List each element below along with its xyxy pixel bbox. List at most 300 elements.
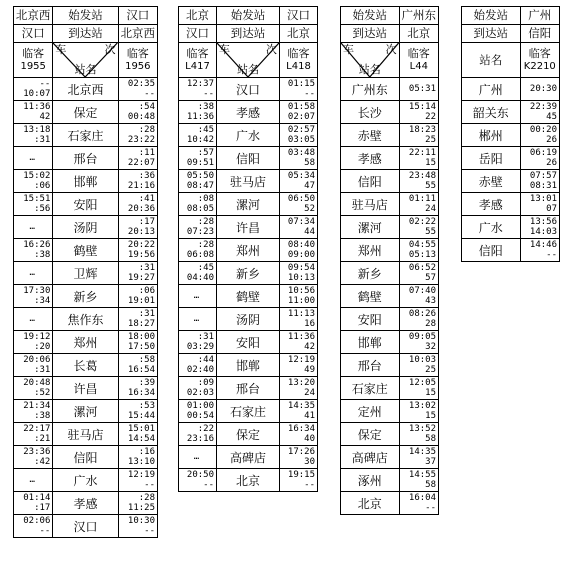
header-cell: 到达站 [462, 25, 521, 43]
station-name: 鹤壁 [217, 285, 280, 308]
train-right-no: K2210 [523, 61, 556, 72]
table-row [341, 239, 439, 262]
station-header-label: 站名 [237, 63, 259, 76]
time-southbound [14, 216, 53, 239]
arrive-time: 12:05 [408, 378, 436, 388]
depart-time: -- [203, 480, 214, 490]
station-name: 信阳 [53, 446, 118, 469]
table-row [341, 101, 439, 124]
arrive-time: 15:02 [23, 171, 51, 181]
arrive-time: … [29, 268, 35, 278]
header-cell: 北京 [179, 7, 217, 25]
time-cell [399, 285, 438, 308]
depart-time: :20 [34, 342, 51, 352]
table-row [179, 239, 318, 262]
station-name: 新乡 [341, 262, 400, 285]
time-cell [399, 400, 438, 423]
station-name: 安阳 [53, 193, 118, 216]
station-name: 驻马店 [217, 170, 280, 193]
time-northbound [118, 331, 157, 354]
station-name: 邯郸 [217, 354, 280, 377]
time-southbound [14, 285, 53, 308]
time-cell [520, 101, 559, 124]
time-southbound [14, 492, 53, 515]
arrive-time: 01:00 [186, 401, 214, 411]
table-row [14, 262, 158, 285]
time-northbound [118, 285, 157, 308]
time-northbound [280, 147, 318, 170]
depart-time: 32 [425, 342, 436, 352]
depart-time: 47 [304, 181, 315, 191]
station-name: 新乡 [53, 285, 118, 308]
header-cell: 始发站 [341, 7, 400, 25]
table-row [179, 78, 318, 101]
header-cell: 始发站 [462, 7, 521, 25]
table-row [462, 147, 560, 170]
time-southbound [14, 308, 53, 331]
table-row [341, 262, 439, 285]
depart-time: -- [546, 250, 557, 260]
header-cell: 到达站 [217, 25, 280, 43]
header-cell: 汉口 [118, 7, 157, 25]
table-row [462, 78, 560, 101]
arrive-time: :41 [138, 194, 155, 204]
depart-time: 49 [304, 365, 315, 375]
table-row [14, 124, 158, 147]
arrive-time: 07:40 [408, 286, 436, 296]
arrive-time: … [29, 222, 35, 232]
time-northbound [118, 308, 157, 331]
depart-time: :56 [34, 204, 51, 214]
header-cell: 汉口 [14, 25, 53, 43]
time-cell [399, 308, 438, 331]
time-northbound [280, 124, 318, 147]
table-row [14, 492, 158, 515]
time-northbound [280, 193, 318, 216]
table-row [341, 446, 439, 469]
table-row [341, 469, 439, 492]
table-row [179, 354, 318, 377]
depart-time: 02:03 [186, 388, 214, 398]
arrive-time: :53 [138, 401, 155, 411]
station-name: 邢台 [217, 377, 280, 400]
depart-time: 24 [425, 204, 436, 214]
header-cell: 汉口 [280, 7, 318, 25]
arrive-time: 09:54 [287, 263, 315, 273]
time-southbound [14, 423, 53, 446]
arrive-time: 13:56 [529, 217, 557, 227]
arrive-time: … [29, 314, 35, 324]
table-row [14, 377, 158, 400]
depart-time: 23:22 [127, 135, 155, 145]
train-right-type: 临客 [287, 47, 310, 60]
time-northbound [118, 170, 157, 193]
time-northbound [280, 354, 318, 377]
table-row [179, 193, 318, 216]
time-northbound [118, 262, 157, 285]
time-northbound [118, 423, 157, 446]
arrive-time: 02:57 [287, 125, 315, 135]
table-row [14, 515, 158, 538]
depart-time: 04:40 [186, 273, 214, 283]
train-right-no: L418 [286, 61, 311, 72]
time-cell [520, 239, 559, 262]
arrive-time: -- [39, 79, 51, 89]
arrive-time: 09:05 [408, 332, 436, 342]
time-northbound [118, 469, 157, 492]
time-southbound [179, 170, 217, 193]
depart-time: 19:56 [127, 250, 155, 260]
depart-time: -- [203, 89, 214, 99]
station-name: 北京 [217, 469, 280, 492]
table-row [14, 216, 158, 239]
station-name: 漯河 [217, 193, 280, 216]
time-northbound [118, 515, 157, 538]
arrive-time: 01:15 [287, 79, 315, 89]
depart-time: 16 [304, 319, 315, 329]
table-row [341, 377, 439, 400]
train-number-right [520, 43, 559, 78]
arrive-time: 18:00 [127, 332, 155, 342]
depart-time: 19:01 [127, 296, 155, 306]
depart-time: 06:08 [186, 250, 214, 260]
arrive-time: :57 [197, 148, 214, 158]
table-row [14, 354, 158, 377]
time-southbound [179, 377, 217, 400]
time-southbound [179, 193, 217, 216]
depart-time: 08:31 [529, 181, 557, 191]
time-northbound [280, 170, 318, 193]
arrive-time: 23:48 [408, 171, 436, 181]
depart-time: 58 [425, 480, 436, 490]
arrive-time: 06:19 [529, 148, 557, 158]
header-cell: 北京西 [14, 7, 53, 25]
station-name: 广州东 [341, 78, 400, 101]
station-name: 邯郸 [341, 331, 400, 354]
station-name: 许昌 [217, 216, 280, 239]
station-header-cell [341, 43, 400, 78]
time-cell [520, 147, 559, 170]
time-cell [399, 124, 438, 147]
depart-time: 22 [425, 112, 436, 122]
train-right-type: 临客 [126, 47, 149, 60]
table-row [341, 216, 439, 239]
table-row [179, 147, 318, 170]
station-name: 高碑店 [341, 446, 400, 469]
time-northbound [118, 216, 157, 239]
station-header-label: 次 [385, 43, 397, 56]
train-number-right [399, 43, 438, 78]
time-northbound [280, 262, 318, 285]
depart-time: 30 [304, 457, 315, 467]
depart-time: :52 [34, 388, 51, 398]
depart-time: 40 [304, 434, 315, 444]
depart-time: 08:47 [186, 181, 214, 191]
time-cell [399, 78, 438, 101]
depart-time: :06 [34, 181, 51, 191]
table-row [179, 469, 318, 492]
depart-time: 10:07 [23, 89, 51, 99]
table-row [179, 423, 318, 446]
arrive-time: 15:14 [408, 102, 436, 112]
time-southbound [14, 78, 53, 101]
arrive-time: 14:35 [408, 447, 436, 457]
table-row [14, 170, 158, 193]
arrive-time: 01:58 [287, 102, 315, 112]
station-name: 保定 [217, 423, 280, 446]
depart-time: 43 [425, 296, 436, 306]
time-cell [399, 193, 438, 216]
station-name: 新乡 [217, 262, 280, 285]
table-row [179, 216, 318, 239]
station-name: 驻马店 [341, 193, 400, 216]
depart-time: -- [425, 503, 436, 513]
depart-time: 22:07 [127, 158, 155, 168]
table-row [179, 170, 318, 193]
arrive-time: 02:35 [127, 79, 155, 89]
train-right-no: L44 [409, 61, 428, 72]
arrive-time: 12:19 [127, 470, 155, 480]
arrive-time: 13:18 [23, 125, 51, 135]
arrive-time: 19:15 [287, 470, 315, 480]
station-header-label: 次 [266, 43, 277, 56]
arrive-time: 07:34 [287, 217, 315, 227]
table-row [341, 492, 439, 515]
depart-time: 14:54 [127, 434, 155, 444]
time-northbound [118, 400, 157, 423]
arrive-time: 17:26 [287, 447, 315, 457]
time-northbound [280, 285, 318, 308]
header-cell: 广州 [520, 7, 559, 25]
depart-time: 15:44 [127, 411, 155, 421]
table-row [341, 78, 439, 101]
station-name: 岳阳 [462, 147, 521, 170]
arrive-time: … [29, 475, 35, 485]
station-name: 郑州 [341, 239, 400, 262]
time-southbound [14, 193, 53, 216]
arrive-time: 00:20 [529, 125, 557, 135]
arrive-time: 11:36 [23, 102, 51, 112]
depart-time: 21:16 [127, 181, 155, 191]
timetable-1955-1956 [13, 6, 158, 538]
depart-time: 55 [425, 227, 436, 237]
time-southbound [14, 515, 53, 538]
table-row [341, 147, 439, 170]
depart-time: 28 [425, 319, 436, 329]
arrive-time: 19:12 [23, 332, 51, 342]
station-name: 孝感 [53, 492, 118, 515]
depart-time: 55 [425, 181, 436, 191]
arrive-time: … [29, 153, 35, 163]
time-southbound [14, 147, 53, 170]
table-row [341, 400, 439, 423]
train-number-left [179, 43, 217, 78]
table-row [14, 101, 158, 124]
time-northbound [118, 78, 157, 101]
time-northbound [280, 101, 318, 124]
station-name: 驻马店 [53, 423, 118, 446]
station-name: 信阳 [341, 170, 400, 193]
arrive-time: :39 [138, 378, 155, 388]
table-row [14, 285, 158, 308]
table-row [14, 400, 158, 423]
station-name: 邢台 [341, 354, 400, 377]
time-cell [520, 78, 559, 101]
train-right-no: 1956 [125, 61, 151, 72]
arrive-time: :28 [138, 493, 155, 503]
arrive-time: 20:22 [127, 240, 155, 250]
station-name: 北京西 [53, 78, 118, 101]
table-row [462, 124, 560, 147]
table-row [179, 377, 318, 400]
time-southbound [179, 124, 217, 147]
table-row [14, 469, 158, 492]
arrive-time: 13:52 [408, 424, 436, 434]
time-cell [399, 354, 438, 377]
time-southbound [179, 262, 217, 285]
time-northbound [280, 308, 318, 331]
table-row [462, 193, 560, 216]
header-cell: 北京 [399, 25, 438, 43]
time-southbound [179, 354, 217, 377]
arrive-time: :45 [197, 263, 214, 273]
arrive-time: 15:01 [127, 424, 155, 434]
time-southbound [14, 354, 53, 377]
time-southbound [14, 469, 53, 492]
time-cell [399, 262, 438, 285]
arrive-time: 08:40 [287, 240, 315, 250]
time-southbound [14, 331, 53, 354]
header-cell: 汉口 [179, 25, 217, 43]
depart-time: 20:13 [127, 227, 155, 237]
time-cell [520, 124, 559, 147]
train-left-type: 临客 [186, 47, 209, 60]
depart-time: 18:27 [127, 319, 155, 329]
time-southbound [179, 239, 217, 262]
time-cell [520, 193, 559, 216]
arrive-time: 06:52 [408, 263, 436, 273]
arrive-time: 13:02 [408, 401, 436, 411]
station-name: 赤壁 [462, 170, 521, 193]
depart-time: 57 [425, 273, 436, 283]
depart-time: 11:00 [287, 296, 315, 306]
header-cell: 广州东 [399, 7, 438, 25]
station-name: 许昌 [53, 377, 118, 400]
time-cell [399, 469, 438, 492]
table-row [14, 308, 158, 331]
arrive-time: 18:23 [408, 125, 436, 135]
arrive-time: 05:31 [408, 84, 436, 94]
arrive-time: :36 [138, 171, 155, 181]
depart-time: -- [304, 89, 315, 99]
table-row [14, 446, 158, 469]
time-northbound [280, 216, 318, 239]
depart-time: 07:23 [186, 227, 214, 237]
arrive-time: 21:34 [23, 401, 51, 411]
time-southbound [179, 331, 217, 354]
time-northbound [118, 193, 157, 216]
table-row [179, 262, 318, 285]
station-name: 长沙 [341, 101, 400, 124]
station-name: 焦作东 [53, 308, 118, 331]
depart-time: 42 [304, 342, 315, 352]
time-northbound [118, 492, 157, 515]
station-name: 邢台 [53, 147, 118, 170]
station-name: 保定 [53, 101, 118, 124]
station-name: 漯河 [53, 400, 118, 423]
table-row [179, 446, 318, 469]
arrive-time: 01:11 [408, 194, 436, 204]
time-southbound [14, 101, 53, 124]
arrive-time: 13:20 [287, 378, 315, 388]
station-name: 石家庄 [341, 377, 400, 400]
arrive-time: 03:48 [287, 148, 315, 158]
station-header-cell: 站名 [462, 43, 521, 78]
depart-time: :34 [34, 296, 51, 306]
arrive-time: 08:26 [408, 309, 436, 319]
time-northbound [280, 446, 318, 469]
time-northbound [118, 239, 157, 262]
depart-time: 19:27 [127, 273, 155, 283]
arrive-time: :31 [197, 332, 214, 342]
depart-time: 41 [304, 411, 315, 421]
time-southbound [14, 124, 53, 147]
station-name: 卫辉 [53, 262, 118, 285]
station-name: 保定 [341, 423, 400, 446]
table-row [341, 354, 439, 377]
arrive-time: 13:01 [529, 194, 557, 204]
station-header-cell [53, 43, 118, 78]
arrive-time: :58 [138, 355, 155, 365]
table-row [462, 216, 560, 239]
arrive-time: 14:46 [529, 240, 557, 250]
time-cell [399, 170, 438, 193]
depart-time: 17:50 [127, 342, 155, 352]
station-name: 郑州 [53, 331, 118, 354]
station-header-label: 车 [55, 43, 67, 56]
station-header-label: 车 [343, 43, 354, 56]
arrive-time: :38 [197, 102, 214, 112]
arrive-time: 16:04 [408, 493, 436, 503]
station-name: 长葛 [53, 354, 118, 377]
station-name: 郑州 [217, 239, 280, 262]
station-header-label: 次 [104, 43, 116, 56]
arrive-time: :28 [197, 217, 214, 227]
arrive-time: … [193, 291, 200, 301]
time-northbound [280, 331, 318, 354]
time-northbound [280, 423, 318, 446]
table-row [179, 331, 318, 354]
train-left-type: 临客 [22, 47, 45, 60]
time-northbound [280, 78, 318, 101]
depart-time: 00:48 [127, 112, 155, 122]
depart-time: 15 [425, 388, 436, 398]
time-northbound [280, 377, 318, 400]
table-row [179, 308, 318, 331]
depart-time: 20:36 [127, 204, 155, 214]
arrive-time: 04:55 [408, 240, 436, 250]
timetable-l44 [340, 6, 439, 515]
station-header-label: 站名 [74, 63, 97, 76]
depart-time: 26 [546, 135, 557, 145]
arrive-time: :45 [197, 125, 214, 135]
arrive-time: :11 [138, 148, 155, 158]
station-name: 北京 [341, 492, 400, 515]
arrive-time: 11:13 [287, 309, 315, 319]
time-southbound [179, 216, 217, 239]
station-name: 石家庄 [53, 124, 118, 147]
arrive-time: 10:56 [287, 286, 315, 296]
